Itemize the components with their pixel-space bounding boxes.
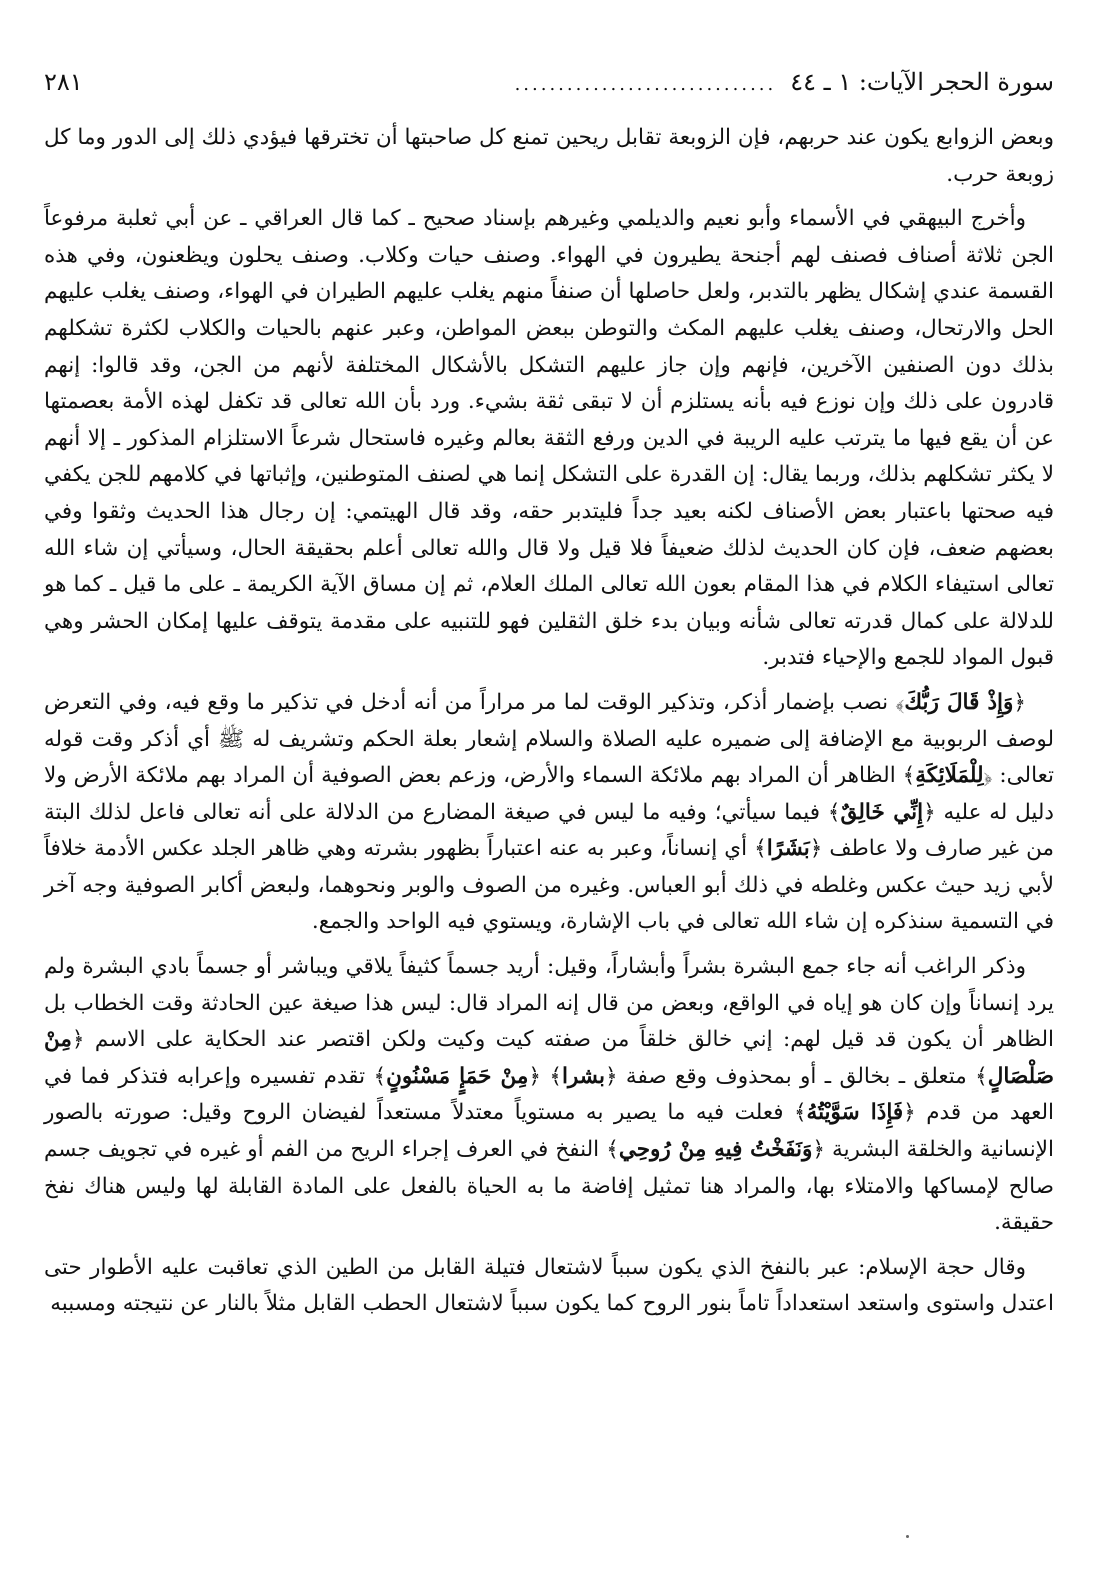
quran-quote: ﴿ وَإِذْ قَالَ رَبُّكَ ﴾ (896, 690, 1026, 715)
paragraph-p5 (44, 1250, 1054, 1323)
text-run: فيما سيأتي؛ وفيه ما ليس في صيغة المضارع من الدلالة على أنه تعالى فاعل لذلك البتة من غير صارف ولا عاطف (44, 799, 1054, 862)
document-page (44, 58, 1054, 1548)
quran-quote: ﴿ بَشَرًا ﴾ (754, 836, 822, 861)
body-text (44, 120, 1054, 1323)
header-title: سورة الحجر الآيات: ١ ـ ٤٤ (790, 68, 1054, 96)
quran-quote: ﴿ مِنْ حَمَإٍ مَسْنُونٍ ﴾ (373, 1064, 541, 1089)
quran-quote: ﴿ مِنْ صَلْصَالٍ ﴾ (44, 1027, 1054, 1089)
quran-quote: ﴿ بشرا ﴾ (549, 1064, 617, 1089)
text-run: الظاهر أن المراد بهم ملائكة السماء والأرض، وزعم بعض الصوفية أن المراد بهم ملائكة الأرض ولا دليل له عليه (44, 763, 1055, 825)
text-run: وقال حجة الإسلام: عبر بالنفخ الذي يكون سبباً لاشتعال فتيلة القابل من الطين الذي تعاقبت عليه الأطوار حتى اعتدل واستوى واستعد استعداداً تاماً بنور الروح كما يكون سبباً لاشتعال الحطب القابل مثلاً بالنار عن نتيجته ومسببه (44, 1254, 1054, 1317)
scan-speck (906, 1535, 909, 1538)
text-run: متعلق ـ بخالق ـ أو بمحذوف وقع صفة (617, 1063, 976, 1089)
text-run: أي إنساناً، وعبر به عنه اعتباراً بظهور بشرته وهي ظاهر الجلد عكس الأدمة خلافاً لأبي زيد حيث عكس وغلطه في ذلك أبو العباس. وغيره من الصوف والوبر ونحوهما، ولبعض أكابر الصوفية وجه آخر في التسمية سنذكره إن شاء الله تعالى في باب الإشارة، ويستوي فيه الواحد والجمع. (44, 836, 1054, 935)
text-run: وأخرج البيهقي في الأسماء وأبو نعيم والديلمي وغيرهم بإسناد صحيح ـ كما قال العراقي ـ عن أبي ثعلبة مرفوعاً الجن ثلاثة أصناف فصنف لهم أجنحة يطيرون في الهواء. وصنف حيات وكلاب. وصنف يحلون ويظعنون، وفي هذه القسمة عندي إشكال يظهر بالتدبر، ولعل حاصلها أن صنفاً منهم يغلب عليهم الطيران في الهواء، وصنف يغلب عليهم الحل والارتحال، وصنف يغلب عليهم المكث والتوطن ببعض المواطن، وعبر عنهم بالحيات والكلاب لكثرة تشكلهم بذلك دون الصنفين الآخرين، فإنهم وإن جاز عليهم التشكل بالأشكال المختلفة لأنهم من الجن، وقد قالوا: إنهم قادرون على ذلك وإن نوزع فيه بأنه يستلزم أن لا تبقى ثقة بشيء. ورد بأن الله تعالى قد تكفل لهذه الأمة بعصمتها عن أن يقع فيها ما يترتب عليه الريبة في الدين ورفع الثقة بعالم وغيره فاستحال شرعاً الاستلزام المذكور ـ إلا أنهم لا يكثر تشكلهم بذلك، وربما يقال: إن القدرة على التشكل إنما هي لصنف المتوطنين، وإثباتها في كلامهم للجن يكفي فيه صحتها باعتبار بعض الأصناف لكنه بعيد جداً فليتدبر حقه، وقد قال الهيتمي: إن رجال هذا الحديث وثقوا وفي بعضهم ضعف، فإن كان الحديث لذلك ضعيفاً فلا قيل ولا قال والله تعالى أعلم بحقيقة الحال، وسيأتي إن شاء الله تعالى استيفاء الكلام في هذا المقام بعون الله تعالى الملك العلام، ثم إن مساق الآية الكريمة ـ على ما قيل ـ كما هو للدلالة على كمال قدرته تعالى شأنه وبيان بدء خلق الثقلين فهو للتنبيه على مقدمة يتوقف عليها إمكان الحشر وهي قبول المواد للجمع والإحياء فتدبر. (44, 206, 1054, 671)
paragraph-p4 (44, 949, 1054, 1242)
text-run: وبعض الزوابع يكون عند حربهم، فإن الزوبعة تقابل ريحين تمنع كل صاحبتها أن تخترقها فيؤدي ذلك إلى الدور وما كل زوبعة حرب. (44, 125, 1054, 187)
quran-quote: ﴿ لِلْمَلَائِكَةِ ﴾ (903, 763, 993, 788)
header-leader-dots: .............................. (514, 74, 777, 95)
running-header (44, 58, 1054, 106)
text-run: وذكر الراغب أنه جاء جمع البشرة بشراً وأبشاراً، وقيل: أريد جسماً كثيفاً يلاقي ويباشر أو جسماً بادي البشرة ولم يرد إنساناً وإن كان هو إياه في الواقع، وبعض من قال إنه المراد قال: ليس هذا صيغة عين الحادثة وقت الخطاب بل الظاهر أن يكون قد قيل لهم: إني خالق خلقاً من صفته كيت وكيت ولكن اقتصر عند الحكاية على الاسم (44, 954, 1054, 1053)
text-run: تقدم تفسيره وإعرابه فتذكر فما في العهد من قدم (44, 1063, 1054, 1126)
paragraph-p1 (44, 120, 1054, 193)
paragraph-p2 (44, 201, 1054, 677)
quran-quote: ﴿ وَنَفَخْتُ فِيهِ مِنْ رُوحِي ﴾ (606, 1137, 825, 1162)
paragraph-p3 (44, 685, 1054, 941)
text-run: فعلت فيه ما يصير به مستوياً معتدلاً مستعداً لفيضان الروح وقيل: صورته بالصور الإنسانية والخلقة البشرية (44, 1100, 1054, 1163)
page-number: ٢٨١ (44, 68, 83, 96)
text-run: نصب بإضمار أذكر، وتذكير الوقت لما مر مراراً من أنه أدخل في تذكير ما وقع فيه، وفي التعرض لوصف الربوبية مع الإضافة إلى ضميره عليه الصلاة والسلام إشعار بعلة الحكم وتشريف له ﷺ أي أذكر وقت قوله تعالى: (44, 689, 1054, 789)
text-run: النفخ في العرف إجراء الريح من الفم أو غيره في تجويف جسم صالح لإمساكها والامتلاء بها، والمراد هنا تمثيل إفاضة ما به الحياة بالفعل على المادة القابلة لها وليس هناك نفخ حقيقة. (44, 1137, 1054, 1236)
quran-quote: ﴿ إِنِّي خَالِقٌ ﴾ (828, 800, 936, 825)
quran-quote: ﴿ فَإِذَا سَوَّيْتُهُ ﴾ (794, 1100, 916, 1125)
